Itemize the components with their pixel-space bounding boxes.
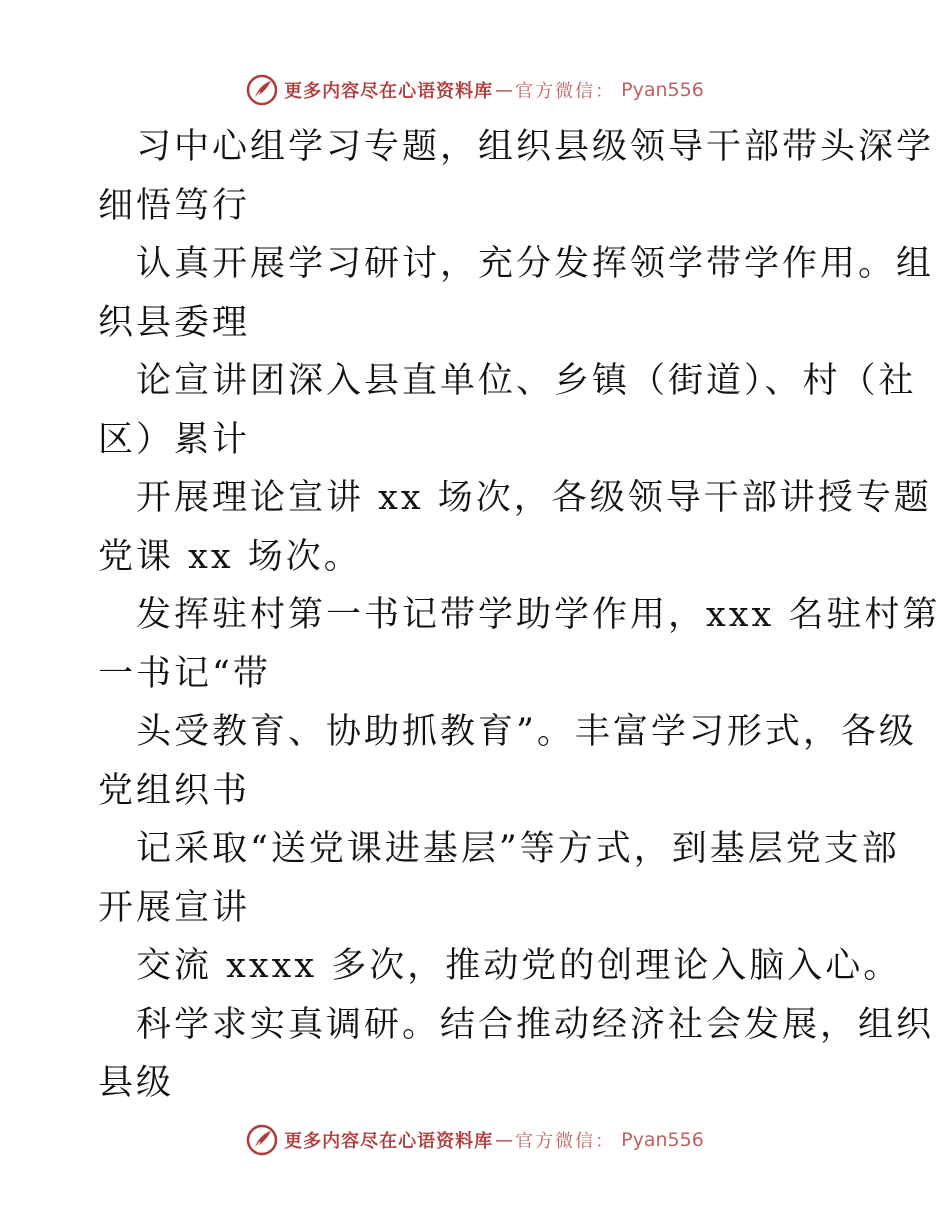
body-line: 一书记“带 <box>98 653 271 694</box>
body-line: 织县委理 <box>98 302 251 343</box>
body-line: 科学求实真调研。结合推动经济社会发展，组织 <box>136 1004 935 1045</box>
watermark-separator: — <box>495 79 514 101</box>
body-line: 认真开展学习研讨，充分发挥领学带学作用。组 <box>136 244 935 284</box>
body-line: 党课 xx 场次。 <box>98 536 362 577</box>
body-line: 党组织书 <box>98 770 251 811</box>
body-line: 头受教育、协助抓教育”。丰富学习形式，各级 <box>136 712 917 752</box>
document-body <box>98 118 941 1113</box>
watermark-text: 更多内容尽在心语资料库 <box>284 81 494 102</box>
body-line: 细悟笃行 <box>98 185 251 226</box>
body-line: 县级 <box>98 1063 175 1103</box>
body-line: 开展宣讲 <box>98 887 251 928</box>
body-line: 记采取“送党课进基层”等方式，到基层党支部 <box>136 829 900 869</box>
watermark-separator: — <box>495 1129 514 1151</box>
body-line: 开展理论宣讲 xx 场次，各级领导干部讲授专题 <box>136 478 932 518</box>
body-line: 发挥驻村第一书记带学助学作用，xxx 名驻村第 <box>136 595 941 635</box>
watermark-text: 更多内容尽在心语资料库 <box>284 1131 494 1152</box>
watermark-official-label: 官方微信： <box>515 81 616 102</box>
body-line: 交流 xxxx 多次，推动党的创理论入脑入心。 <box>136 946 902 986</box>
watermark-official-label: 官方微信： <box>515 1131 616 1152</box>
header-watermark <box>0 70 950 110</box>
body-line: 区）累计 <box>98 419 251 460</box>
footer-watermark <box>0 1120 950 1160</box>
quill-logo-icon <box>246 1124 278 1156</box>
body-line: 论宣讲团深入县直单位、乡镇（街道）、村（社 <box>136 361 917 401</box>
quill-logo-icon <box>246 74 278 106</box>
watermark-wechat-id: Pyan556 <box>621 79 704 101</box>
watermark-wechat-id: Pyan556 <box>621 1129 704 1151</box>
body-line: 习中心组学习专题，组织县级领导干部带头深学 <box>136 127 935 167</box>
